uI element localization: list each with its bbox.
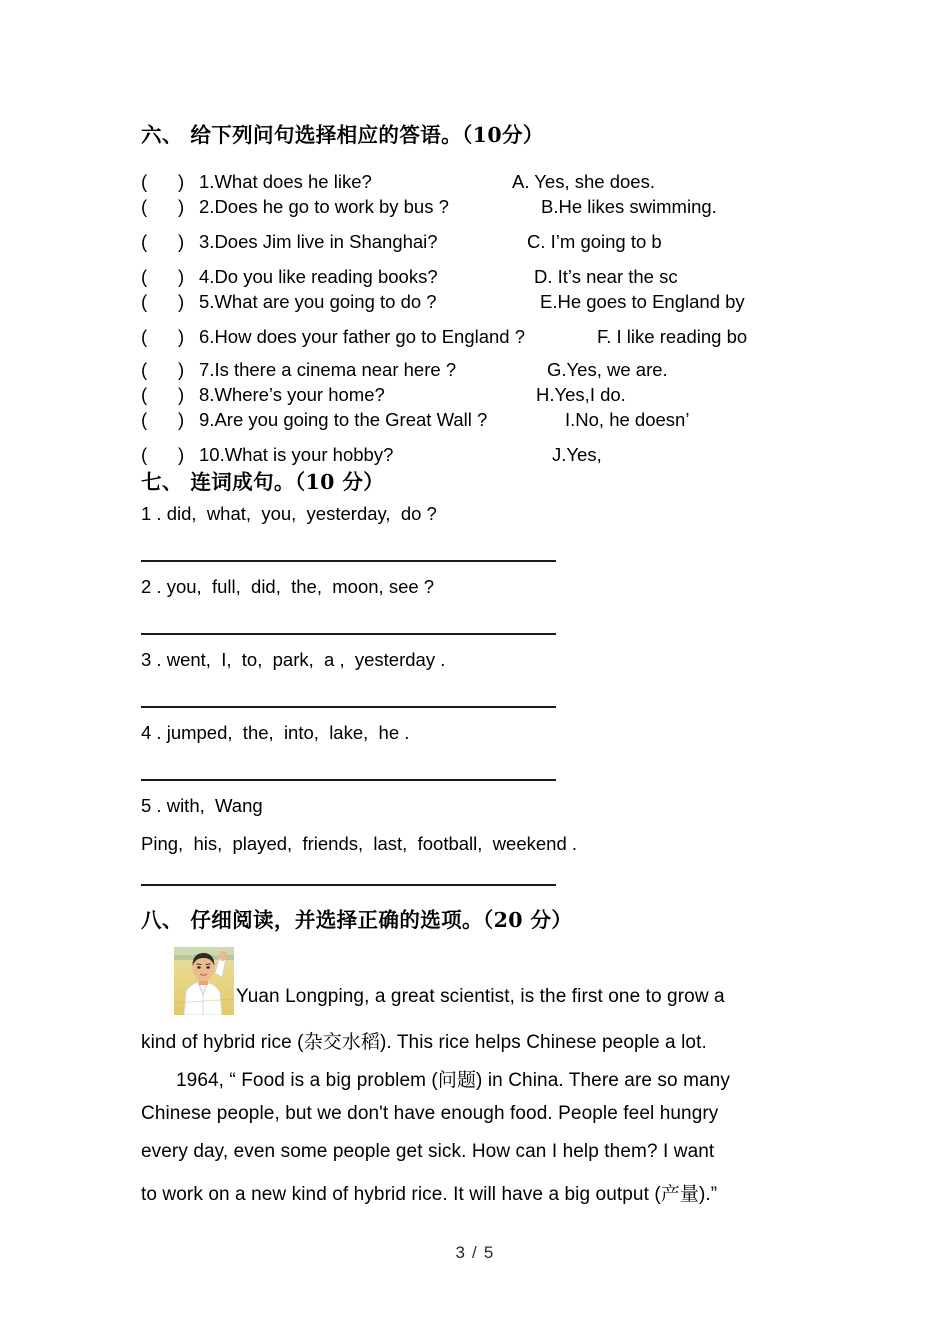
match-answer-option-4: D. It’s near the sc <box>534 266 678 287</box>
answer-blank-parenthesis-6[interactable]: ( ) <box>141 326 185 347</box>
passage-line-2: kind of hybrid rice (杂交水稻). This rice helps Chinese people a lot. <box>141 1032 707 1053</box>
match-row <box>141 171 841 197</box>
match-answer-option-2: B.He likes swimming. <box>541 196 717 217</box>
match-answer-option-10: J.Yes, <box>552 444 602 465</box>
match-answer-option-3: C. I’m going to b <box>527 231 662 252</box>
answer-blank-parenthesis-10[interactable]: ( ) <box>141 444 185 465</box>
passage-line-4: Chinese people, but we don't have enough food. People feel hungry <box>141 1103 719 1124</box>
match-answer-option-8: H.Yes,I do. <box>536 384 626 405</box>
match-answer-option-7: G.Yes, we are. <box>547 359 668 380</box>
match-row <box>141 291 841 317</box>
answer-blank-parenthesis-4[interactable]: ( ) <box>141 266 185 287</box>
answer-blank-parenthesis-2[interactable]: ( ) <box>141 196 185 217</box>
match-question-5: 5.What are you going to do ? <box>199 291 437 312</box>
match-answer-option-6: F. I like reading bo <box>597 326 748 347</box>
match-answer-option-1: A. Yes, she does. <box>512 171 655 192</box>
match-row <box>141 231 841 257</box>
answer-blank-line-4[interactable] <box>141 779 556 781</box>
match-row <box>141 196 841 222</box>
page-number-footer: 3 / 5 <box>455 1243 495 1262</box>
match-question-10: 10.What is your hobby? <box>199 444 394 465</box>
yuan-longping-photo <box>174 947 234 1015</box>
passage-line-1: Yuan Longping, a great scientist, is the first one to grow a <box>236 986 725 1007</box>
match-row <box>141 384 841 410</box>
section-eight-heading: 八、 仔细阅读，并选择正确的选项。（20 分） <box>141 908 573 932</box>
match-row <box>141 359 841 385</box>
match-question-9: 9.Are you going to the Great Wall ? <box>199 409 488 430</box>
match-question-1: 1.What does he like? <box>199 171 372 192</box>
ordering-item-2: 2 . you, full, did, the, moon, see ? <box>141 576 435 597</box>
answer-blank-line-2[interactable] <box>141 633 556 635</box>
answer-blank-parenthesis-5[interactable]: ( ) <box>141 291 185 312</box>
ordering-item-1: 1 . did, what, you, yesterday, do ? <box>141 503 437 524</box>
ordering-item-3: 3 . went, I, to, park, a , yesterday . <box>141 649 446 670</box>
ordering-item-5-continued: Ping, his, played, friends, last, football, weekend . <box>141 833 578 854</box>
match-answer-option-5: E.He goes to England by <box>540 291 745 312</box>
answer-blank-parenthesis-9[interactable]: ( ) <box>141 409 185 430</box>
match-question-7: 7.Is there a cinema near here ? <box>199 359 457 380</box>
section-seven-heading: 七、 连词成句。（10 分） <box>141 470 385 494</box>
match-question-3: 3.Does Jim live in Shanghai? <box>199 231 438 252</box>
answer-blank-parenthesis-7[interactable]: ( ) <box>141 359 185 380</box>
answer-blank-line-1[interactable] <box>141 560 556 562</box>
match-question-2: 2.Does he go to work by bus ? <box>199 196 449 217</box>
answer-blank-parenthesis-1[interactable]: ( ) <box>141 171 185 192</box>
match-row <box>141 409 841 435</box>
match-row <box>141 266 841 292</box>
answer-blank-line-3[interactable] <box>141 706 556 708</box>
match-answer-option-9: I.No, he doesn’ <box>565 409 690 430</box>
match-question-4: 4.Do you like reading books? <box>199 266 438 287</box>
passage-line-3: 1964, “ Food is a big problem (问题) in China. There are so many <box>176 1070 730 1091</box>
answer-blank-parenthesis-3[interactable]: ( ) <box>141 231 185 252</box>
match-row <box>141 326 841 352</box>
answer-blank-parenthesis-8[interactable]: ( ) <box>141 384 185 405</box>
match-question-6: 6.How does your father go to England ? <box>199 326 526 347</box>
match-question-8: 8.Where’s your home? <box>199 384 385 405</box>
passage-line-6: to work on a new kind of hybrid rice. It will have a big output (产量).” <box>141 1184 718 1205</box>
section-six-heading: 六、 给下列问句选择相应的答语。（10分） <box>141 123 544 147</box>
passage-line-5: every day, even some people get sick. How can I help them? I want <box>141 1141 715 1162</box>
portrait-image <box>174 947 234 1015</box>
ordering-item-5: 5 . with, Wang <box>141 795 263 816</box>
ordering-item-4: 4 . jumped, the, into, lake, he . <box>141 722 410 743</box>
answer-blank-line-5[interactable] <box>141 884 556 886</box>
